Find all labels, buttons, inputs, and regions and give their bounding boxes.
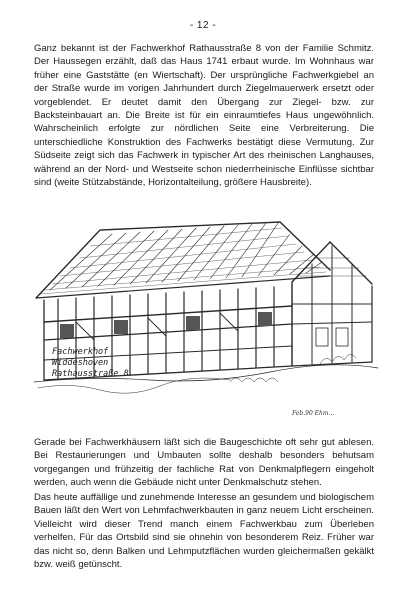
caption-line-2: Widdeshoven — [52, 358, 109, 368]
artist-signature: Feb.90 Ehm... — [292, 410, 335, 417]
caption-line-3: Rathausstraße 8 — [52, 369, 129, 379]
page-number: - 12 - — [189, 20, 217, 31]
half-timbered-house-sketch — [30, 212, 382, 420]
caption-line-1: Fachwerkhof — [52, 347, 109, 357]
paragraph-3: Das heute auffällige und zunehmende Interesse an gesundem und biologischem Bauen läßt den Wert von Lehmfachwerkbauten in ganz neuem Licht erscheinen. Vielleicht wird dieser Trend manch einem Fachwerkbau zum Überleben verhelfen. Für das Ortsbild sind sie ohnehin von besonderem Reiz. Früher war das nicht so, denn Balken und Lehmputzflächen wurden gleichermaßen gekälkt bzw. weiß getünscht. — [34, 492, 374, 571]
paragraph-2: Gerade bei Fachwerkhäusern läßt sich die Baugeschichte oft sehr gut ablesen. Bei Restaurierungen und Umbauten sollte deshalb besonders behutsam vorgegangen und frühzeitig der fachliche Rat von Denkmalpflegern eingeholt werden, auch wenn die Gebäude nicht unter Denkmalschutz stehen. — [34, 437, 374, 489]
paragraph-1: Ganz bekannt ist der Fachwerkhof Rathausstraße 8 von der Familie Schmitz. Der Haussegen erzählt, daß das Haus 1741 erbaut wurde. Im Wohnhaus war früher eine Gaststätte (en Wiertschaft). Der ursprüngliche Fachwerkgiebel an der Straße wurde im vorigen Jahrhundert durch Ziegelmauerwerk ersetzt oder vorgeblendet. Er deutet damit den Übergang zur Ziegel- bzw. zur Backsteinbauart an. Die Breite ist für ein einraumtiefes Haus ungewöhnlich. Wahrscheinlich erfolgte zur nördlichen Seite eine Verbreiterung. Die unterschiedliche Konstruktion des Fachwerks bestätigt diese Vermutung. Zur Südseite zeigt sich das Fachwerk in typischer Art des rheinischen Langhauses, während an der Nord- und Westseite schon niederrheinische Einflüsse sichtbar sind (weite Stützabstände, Horizontalteilung, größere Hausbreite). — [34, 43, 374, 189]
sketch-caption — [52, 347, 129, 380]
